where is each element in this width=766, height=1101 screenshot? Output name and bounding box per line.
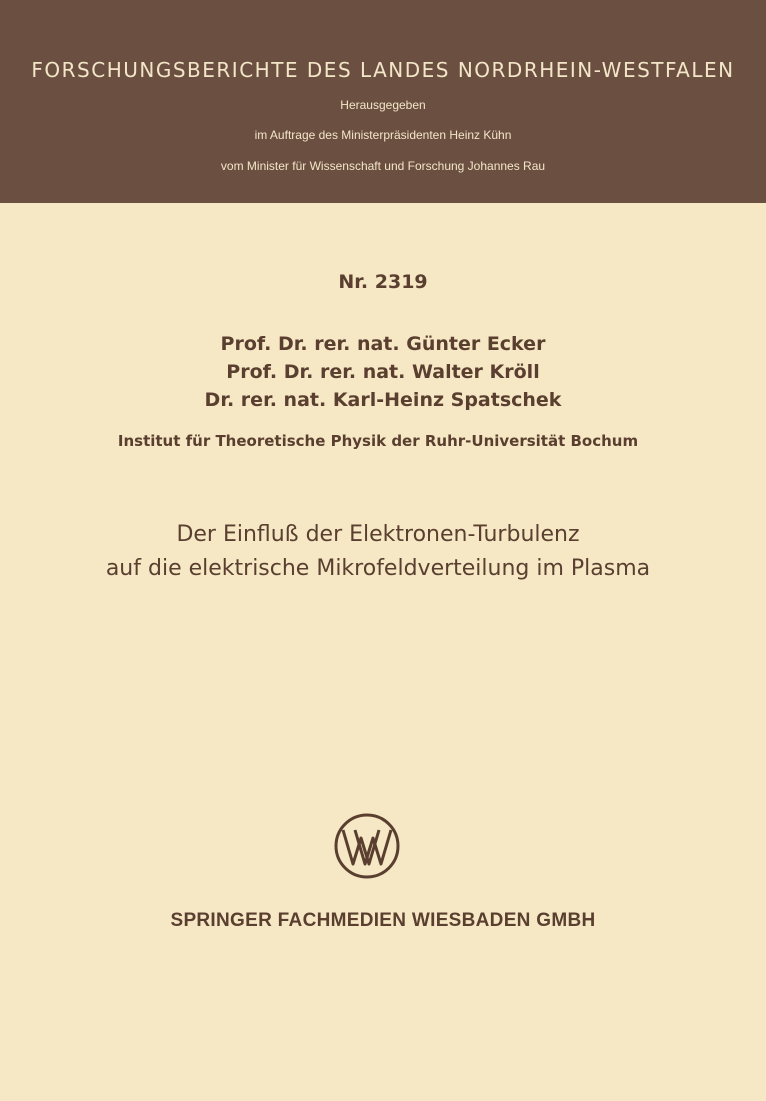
- author-2: Prof. Dr. rer. nat. Walter Kröll: [226, 361, 540, 383]
- publisher-logo-icon: [333, 812, 401, 880]
- series-title: FORSCHUNGSBERICHTE DES LANDES NORDRHEIN-WESTFALEN: [31, 58, 735, 82]
- book-title-line-2: auf die elektrische Mikrofeldverteilung im Plasma: [105, 556, 651, 581]
- editor-line-3: vom Minister für Wissenschaft und Forschung Johannes Rau: [220, 159, 546, 173]
- series-header: [0, 0, 766, 203]
- editor-line-1: Herausgegeben: [340, 98, 426, 112]
- book-title: [0, 518, 756, 586]
- editor-line-2: im Auftrage des Ministerpräsidenten Heinz Kühn: [254, 128, 512, 142]
- author-list: [0, 330, 766, 414]
- publisher-name: SPRINGER FACHMEDIEN WIESBADEN GMBH: [170, 910, 596, 931]
- report-number: Nr. 2319: [338, 271, 428, 293]
- author-3: Dr. rer. nat. Karl-Heinz Spatschek: [204, 389, 562, 411]
- author-1: Prof. Dr. rer. nat. Günter Ecker: [220, 333, 546, 355]
- institute: Institut für Theoretische Physik der Ruhr-Universität Bochum: [117, 432, 639, 450]
- book-title-line-1: Der Einfluß der Elektronen-Turbulenz: [176, 522, 580, 547]
